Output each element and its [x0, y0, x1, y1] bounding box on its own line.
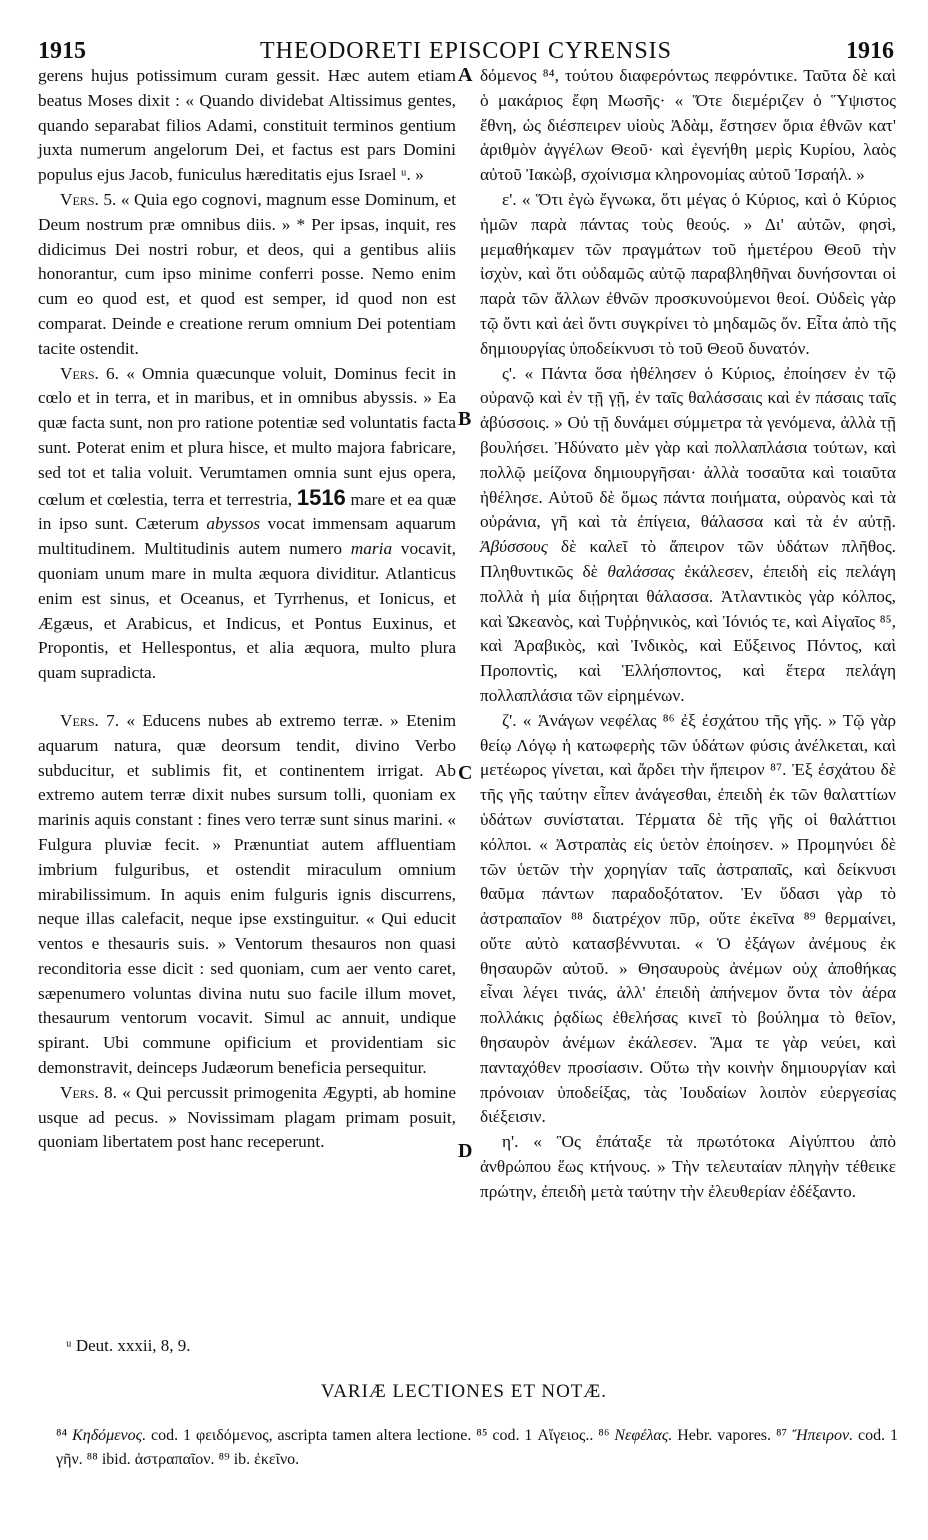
note-text: Hebr. vapores.: [672, 1427, 776, 1444]
verse-text: « Ἀνάγων νεφέλας ⁸⁶ ἐξ ἐσχάτου τῆς γῆς. » Τῷ γὰρ θείῳ Λόγῳ ἡ κατωφερὴς τῶν ὑδάτων φύσις ἀνέλκεται, καὶ μετέωρος γίνεται, καὶ ἄρδει τὴν ἤπειρον ⁸⁷. Ἐξ ἐσχάτου δὲ τῆς γῆς ταύτην εἶπεν ἀνάγεσθαι, ἐπειδὴ ἐκ τῶν θαλαττίων ὑδάτων συνίσταται. Τέρματα δὲ τῆς γῆς οἱ θαλάττιοι κόλποι. « Ἀστραπὰς εἰς ὑετὸν ἐποίησεν. » Προμηνύει δὲ τῶν ὑετῶν τὴν χορηγίαν ταῖς ἀστραπαῖς, καὶ δείκνυσι θαῦμα πάντων παραδοξότατον. Ἐν ὕδασι γὰρ τὸ ἀστραπαῖον ⁸⁸ διατρέχον πῦρ, οὔτε ἐκεῖνα ⁸⁹ θερμαίνει, οὔτε αὐτὸ κατασβέννυται. « Ὁ ἐξάγων ἀνέμους ἐκ θησαυρῶν αὐτοῦ. » Θησαυροὺς ἀνέμων οὐχ ἀποθήκας εἶναι λέγει τινάς, ἀλλ' ἐπειδὴ ἀπήνεμον ὄντα τὸν ἀέρα πολλάκις ῥᾳδίως ἐθελήσας κινεῖ τὸ βούλημα τὸ θεῖον, θησαυρὸν ἀνέμων ἐκάλεσεν. Ἅμα τε γὰρ νεύει, καὶ πανταχόθεν προσίασιν. Οὕτω τὴν κοινὴν δημιουργίαν καὶ πρόνοιαν ὑποδείξας, τὰς Ἰουδαίων λοιπὸν εὐεργεσίας διέξεισιν.: [480, 710, 896, 1127]
margin-marker-b: B: [458, 408, 472, 430]
note-text: ib. ἐκεῖνο.: [229, 1451, 300, 1468]
latin-verse-8: [38, 1081, 456, 1155]
note-text: cod. 1 γῆν.: [56, 1427, 899, 1468]
greek-verse-7: [480, 709, 896, 1131]
note-text: ibid. ἀστραπαῖον.: [97, 1451, 219, 1468]
latin-verse-7: [38, 709, 456, 1081]
greek-verse-6: [480, 362, 896, 709]
paragraph-gap: [38, 686, 456, 709]
footnote: ᵘ Deut. xxxii, 8, 9.: [66, 1336, 191, 1355]
greek-verse-8: [480, 1130, 896, 1204]
verse-label: Vers. 6.: [60, 363, 119, 383]
variants-notes: [56, 1424, 898, 1472]
lemma: Νεφέλας.: [614, 1427, 673, 1444]
verse-label: Vers. 8.: [60, 1082, 117, 1102]
italic-term: abyssos: [206, 514, 261, 534]
note-number: ⁸⁷: [775, 1427, 788, 1444]
page-number-left: 1915: [38, 38, 86, 64]
note-number: ⁸⁹: [218, 1451, 230, 1468]
verse-text: « Quia ego cognovi, magnum esse Dominum, et Deum nostrum præ omnibus diis. » * Per ipsas, inquit, res didicimus Dei nostri robur, et deos, qui a gentibus aliis honorantur, cum ipso minime conferri posse. Nemo enim cum eo quod est, et quod est semper, id quod non est comparat. Deinde e creatione rerum omnium Dei potentiam tacite ostendit.: [38, 189, 457, 358]
verse-label: ε'.: [502, 189, 517, 209]
greek-paragraph-intro: δόμενος ⁸⁴, τούτου διαφερόντως πεφρόντικε. Ταῦτα δὲ καὶ ὁ μακάριος ἔφη Μωσῆς· « Ὅτε διεμέριζεν ὁ Ὕψιστος ἔθνη, ὡς διέσπειρεν υἱοὺς Ἀδὰμ, ἔστησεν ὅρια ἐθνῶν κατ' ἀριθμὸν ἀγγέλων Θεοῦ· καὶ ἐγενήθη μερὶς Κυρίου, λαὸς αὐτοῦ Ἰακὼβ, σχοίνισμα κληρονομίας αὐτοῦ Ἰσραήλ. »: [480, 66, 896, 185]
note-text: cod. 1 Αἴγειος..: [487, 1427, 599, 1444]
verse-label: ς'.: [502, 363, 517, 383]
margin-marker-a: A: [458, 64, 473, 86]
lemma: Ἤπειρον.: [792, 1427, 854, 1444]
note-number: ⁸⁶: [598, 1427, 610, 1444]
variants-heading: VARIÆ LECTIONES ET NOTÆ.: [320, 1381, 608, 1402]
verse-label: η'.: [502, 1132, 519, 1152]
note-number: ⁸⁵: [476, 1427, 488, 1444]
latin-paragraph-intro: gerens hujus potissimum curam gessit. Hæc autem etiam beatus Moses dixit : « Quando dividebat Altissimus gentes, quando separabat filios Adami, constituit terminos gentium juxta numerum angelorum Dei, et factus est pars Domini populus ejus Jacob, funiculus hæreditatis ejus Israel ᵘ. »: [38, 66, 456, 185]
verse-text: « Πάντα ὅσα ἠθέλησεν ὁ Κύριος, ἐποίησεν ἐν τῷ οὐρανῷ καὶ ἐν τῇ γῇ, ἐν ταῖς θαλάσσαις καὶ ἐν πάσαις ταῖς ἀβύσσοις. » Οὐ τῇ δυνάμει σύμμετρα τὰ γενόμενα, ἀλλὰ τῇ βουλήσει. Ἠδύνατο μὲν γὰρ καὶ πολλαπλάσια τούτων, καὶ πολλῷ μείζονα δημιουργῆσαι· ἀλλὰ τοσαῦτα καὶ τοιαῦτα ἠθέλησε. Αὐτοῦ δὲ ὅμως πάντα ποιήματα, οὐρανὸς καὶ τὰ οὐράνια, γῆ καὶ τὰ ἐπίγεια, θάλασσα καὶ τὰ ἐν αὐτῇ.: [480, 363, 896, 532]
page-number-right: 1916: [846, 38, 894, 64]
verse-text: vocavit, quoniam unum mare in multa æquora dividitur. Atlanticus enim est sinus, et Oceanus, et Tyrrhenus, et Ionicus, et Ægæus, et Arabicus, et Indicus, et Pontus Euxinus, et Propontis, et Hellespontus, et alia æquora, multo plura quam supradicta.: [38, 539, 456, 683]
margin-marker-d: D: [458, 1140, 473, 1162]
margin-marker-c: C: [458, 762, 473, 784]
verse-label: Vers. 7.: [60, 710, 120, 730]
italic-term: maria: [350, 539, 393, 559]
verse-text: « Educens nubes ab extremo terræ. » Etenim aquarum natura, quæ deorsum tendit, divino Verbo subducitur, et sublimis fit, et continentem irrigat. Ab extremo autem terræ dixit nubes sursum tolli, quoniam ex marinis aquis constant : fines vero terræ sunt sinus marini. « Fulgura pluviæ fecit. » Prænuntiat autem affluentiam imbrium fulguribus, et ostendit miraculum omnium mirabilissimum. In aquis enim fulguris ignis discurrens, neque illas calefacit, neque ipse exstinguitur. « Qui educit ventos e thesauris suis. » Ventorum thesauros non quasi reconditoria esse dicit : sed quoniam, cum aer vento caret, sæpenumero voluntas divina nutu suo facile illum movet, thesaurum ventorum vocavit. Simul ac annuit, undique spirant. Ubi commune opificium et providentiam sic demonstravit, deinceps Judæorum beneficia persequitur.: [38, 710, 457, 1078]
note-text: cod. 1 φειδόμενος, ascripta tamen altera lectione.: [146, 1427, 477, 1444]
latin-verse-6: [38, 362, 456, 686]
verse-label: ζ'.: [502, 710, 517, 730]
lemma: Κηδόμενος.: [72, 1427, 147, 1444]
italic-term: Ἀβύσσους: [480, 537, 548, 557]
verse-text: « Ὃς ἐπάταξε τὰ πρωτότοκα Αἰγύπτου ἀπὸ ἀνθρώπου ἕως κτήνους. » Τὴν τελευταίαν πληγὴν τέθεικε πρώτην, ἐπειδὴ μετὰ ταύτην τὴν ἐλευθερίαν ἐδέξαντο.: [480, 1132, 896, 1201]
verse-text: ἐκάλεσεν, ἐπειδὴ εἰς πελάγη πολλὰ ἡ μία διῄρηται θάλασσα. Ἀτλαντικὸς γὰρ κόλπος, καὶ Ὠκεανὸς, καὶ Τυῤῥηνικὸς, καὶ Ἰόνιός τε, καὶ Αἰγαῖος ⁸⁵, καὶ Ἀραβικὸς, καὶ Ἰνδικὸς, καὶ Εὔξεινος Πόντος, καὶ Προποντὶς, καὶ Ἑλλήσποντος, καὶ ἕτερα πελάγη πολλαπλάσια τῶν εἰρημένων.: [480, 561, 896, 705]
note-number: ⁸⁴: [56, 1427, 68, 1444]
latin-verse-5: [38, 188, 456, 362]
latin-column: [38, 64, 456, 1155]
italic-term: θαλάσσας: [607, 561, 675, 581]
verse-label: Vers. 5.: [60, 189, 117, 209]
greek-column: [480, 64, 896, 1205]
greek-verse-5: [480, 188, 896, 362]
verse-text: « Ὅτι ἐγὼ ἔγνωκα, ὅτι μέγας ὁ Κύριος, καὶ ὁ Κύριος ἡμῶν παρὰ πάντας τοὺς θεούς. » Δι' αὐτῶν, φησὶ, μεμαθήκαμεν τῶν πραγμάτων τοῦ ἡμετέρου Θεοῦ τὴν ἰσχὺν, καὶ ὅτι οὐδαμῶς αὐτῷ παραβληθῆναι δυνήσονται οἱ παρὰ τῶν ἄλλων ἐθνῶν προσκυνούμενοι θεοί. Οὐδεὶς γὰρ τῷ ὄντι καὶ ἀεὶ ὄντι συγκρίνει τὸ μηδαμῶς ὄν. Εἶτα ἀπὸ τῆς δημιουργίας ὑποδείκνυσι τὸ τοῦ Θεοῦ δυνατόν.: [480, 189, 896, 358]
verse-text: mare et ea quæ in ipso sunt. Cæterum: [38, 489, 456, 534]
verse-text: « Qui percussit primogenita Ægypti, ab homine usque ad pecus. » Novissimam plagam primam posuit, quoniam libertatem post hanc receperunt.: [38, 1082, 456, 1152]
note-number: ⁸⁸: [86, 1451, 98, 1468]
running-title: THEODORETI EPISCOPI CYRENSIS: [259, 38, 673, 64]
verse-text: vocat immensam aquarum multitudinem. Multitudinis autem numero: [38, 514, 456, 559]
column-number: 1516: [296, 484, 346, 510]
verse-text: δὲ καλεῖ τὸ ἄπειρον τῶν ὑδάτων πλῆθος. Πληθυντικῶς δὲ: [480, 537, 896, 581]
verse-text: « Omnia quæcunque voluit, Dominus fecit in cœlo et in terra, et in maribus, et in omnibus abyssis. » Ea quæ facta sunt, non pro ratione potentiæ sed voluntatis facta sunt. Poterat enim et plura hisce, et multo majora fabricare, sed tot et talia voluit. Verumtamen omnia sunt ejus opera, cœlum et cœlestia, terra et terrestria,: [38, 363, 456, 509]
